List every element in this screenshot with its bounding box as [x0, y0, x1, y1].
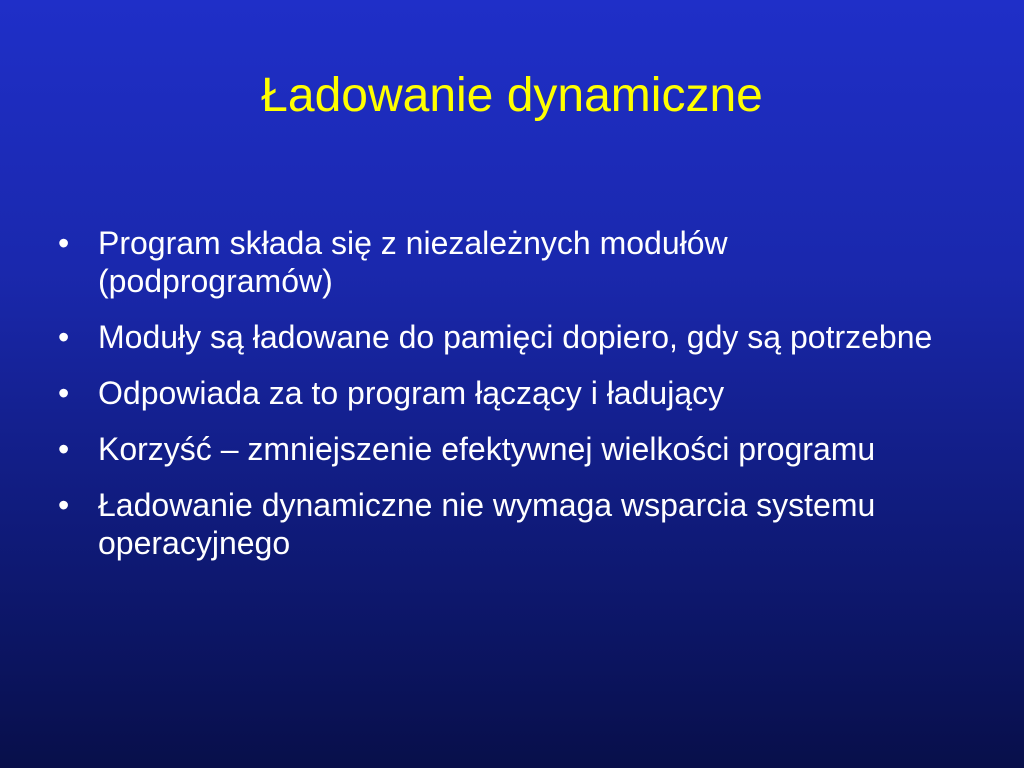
bullet-text: Program składa się z niezależnych modułów (podprogramów)	[98, 225, 728, 299]
bullet-text: Odpowiada za to program łączący i ładujący	[98, 375, 725, 411]
bullet-text: Moduły są ładowane do pamięci dopiero, gdy są potrzebne	[98, 319, 933, 355]
bullet-list	[56, 224, 956, 580]
bullet-item	[56, 318, 956, 356]
bullet-text: Korzyść – zmniejszenie efektywnej wielkości programu	[98, 431, 876, 467]
bullet-dot-icon: •	[58, 431, 70, 467]
bullet-dot-icon: •	[58, 375, 70, 411]
slide-title: Ładowanie dynamiczne	[261, 69, 763, 122]
bullet-dot-icon: •	[58, 225, 70, 261]
bullet-dot-icon: •	[58, 487, 70, 523]
bullet-item	[56, 224, 956, 300]
bullet-dot-icon: •	[58, 319, 70, 355]
bullet-item	[56, 430, 956, 468]
bullet-text: Ładowanie dynamiczne nie wymaga wsparcia systemu operacyjnego	[98, 487, 876, 561]
bullet-item	[56, 374, 956, 412]
bullet-item	[56, 486, 956, 562]
